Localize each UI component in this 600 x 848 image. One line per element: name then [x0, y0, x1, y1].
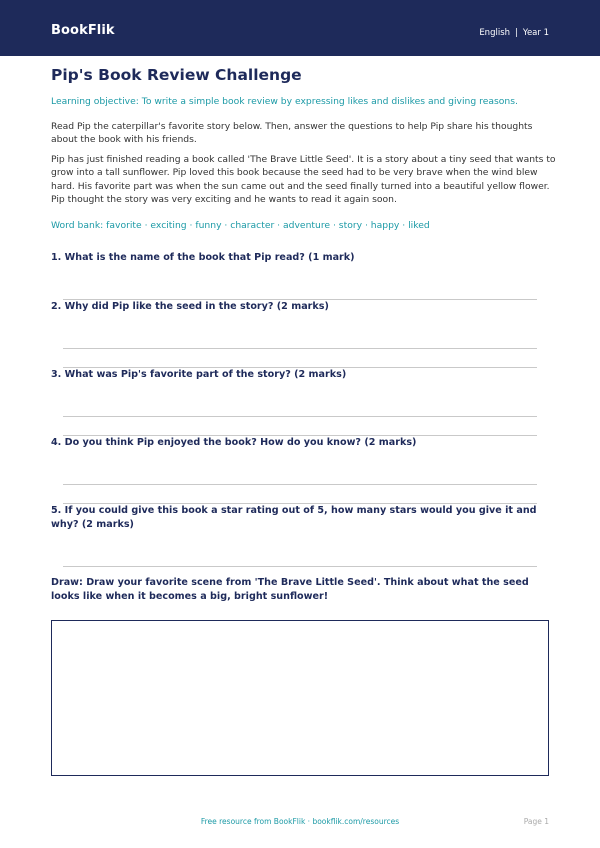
intro-paragraph: Read Pip the caterpillar's favorite story below. Then, answer the questions to help Pip share his thoughts about the book with his friends.	[51, 121, 533, 146]
brand-logo[interactable]: BookFlik	[51, 23, 115, 38]
drawing-box[interactable]	[51, 620, 549, 776]
subject-year-label	[479, 28, 549, 38]
page-number: Page 1	[523, 817, 549, 826]
separator: |	[515, 28, 518, 38]
subject-label: English	[479, 28, 511, 38]
story-paragraph: Pip has just finished reading a book called 'The Brave Little Seed'. It is a story about a tiny seed that wants to grow into a tall sunflower. Pip loved this book because the seed had to be very brave when the wind blew hard. His favorite part was when the sun came out and the seed finally turned into a beautiful yellow flower. Pip thought the story was very exciting and he wants to read it again soon.	[51, 154, 556, 206]
question-4: 4. Do you think Pip enjoyed the book? How do you know? (2 marks)	[51, 437, 417, 448]
footer-credit[interactable]: Free resource from BookFlik · bookflik.com/resources	[200, 817, 400, 826]
answer-line[interactable]	[63, 566, 537, 567]
answer-line[interactable]	[63, 348, 537, 349]
question-5: 5. If you could give this book a star rating out of 5, how many stars would you give it and why? (2 marks)	[51, 505, 537, 530]
answer-line[interactable]	[63, 484, 537, 485]
question-3: 3. What was Pip's favorite part of the story? (2 marks)	[51, 369, 347, 380]
answer-line[interactable]	[63, 416, 537, 417]
learning-objective: Learning objective: To write a simple book review by expressing likes and dislikes and giving reasons.	[51, 96, 518, 107]
year-label: Year 1	[522, 28, 549, 38]
question-1: 1. What is the name of the book that Pip read? (1 mark)	[51, 252, 355, 263]
page-title: Pip's Book Review Challenge	[51, 66, 302, 84]
question-2: 2. Why did Pip like the seed in the story? (2 marks)	[51, 301, 329, 312]
header-bar	[0, 0, 600, 56]
word-bank: Word bank: favorite · exciting · funny · character · adventure · story · happy · liked	[51, 220, 430, 231]
draw-prompt: Draw: Draw your favorite scene from 'The Brave Little Seed'. Think about what the seed looks like when it becomes a big, bright sunflower!	[51, 577, 529, 602]
